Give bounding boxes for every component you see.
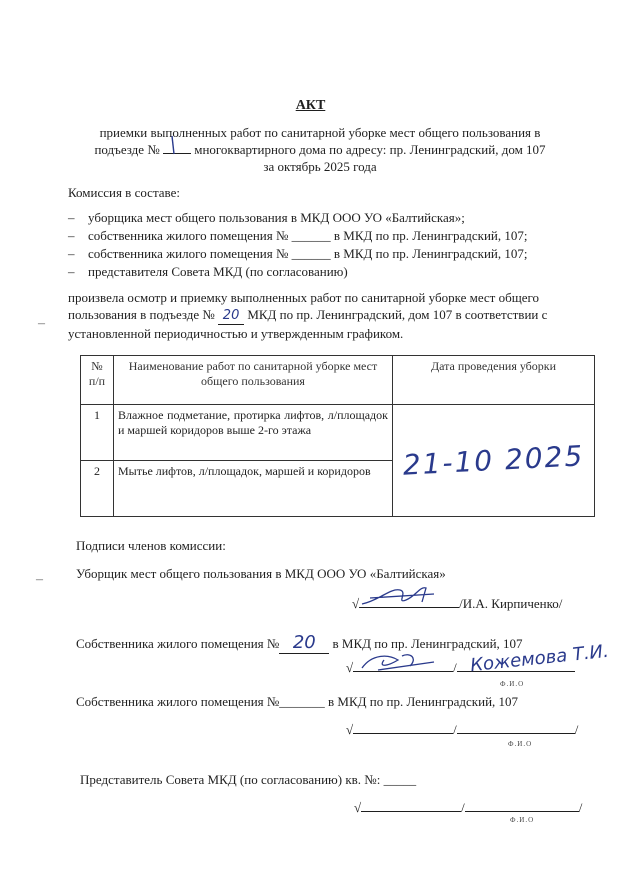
subtitle-line-3: за октябрь 2025 года [263,159,377,174]
signatures-heading: Подписи членов комиссии: [76,538,226,553]
subtitle-entrance-label: подъезде № [94,142,160,157]
commission-members-list [68,209,528,281]
table-row [81,405,595,461]
fio-label: Ф.И.О [510,816,535,824]
cleaner-signature [360,584,440,608]
works-table [80,355,595,517]
fio-label: Ф.И.О [508,740,533,748]
owner1-address: в МКД по пр. Ленинградский, 107 [332,636,523,651]
representative-signature-line: √ / / [354,800,583,815]
commission-label: Комиссия в составе: [68,185,180,200]
entrance-mark-handwritten [160,134,190,156]
cleaner-name: /И.А. Кирпиченко/ [459,596,563,611]
header-date: Дата проведения уборки [393,356,595,405]
owner1-apartment: 20 [279,632,329,654]
intro-text-pre: произвела осмотр и приемку выполненных работ по санитарной уборке мест общего пользования в подъезде № [68,290,540,322]
intro-paragraph [68,289,598,342]
row-work-name: Влажное подметание, протирка лифтов, л/площадок и маршей коридоров выше 2-го этажа [114,405,393,461]
owner2-address: в МКД по пр. Ленинградский, 107 [328,694,519,709]
row-num: 1 [81,405,114,461]
row-num: 2 [81,461,114,517]
member-item: – собственника жилого помещения № ______ в МКД по пр. Ленинградский, 107; [68,245,528,263]
header-num: № п/п [81,356,114,405]
row-work-name: Мытье лифтов, л/площадок, маршей и коридоров [114,461,393,517]
handwritten-date: 21-10 2025 [401,439,586,482]
member-item: – уборщика мест общего пользования в МКД ООО УО «Балтийская»; [68,209,528,227]
header-work-name: Наименование работ по санитарной уборке мест общего пользования [114,356,393,405]
owner1-name-handwritten: Кожемова Т.И. [469,640,610,677]
document-subtitle [60,124,580,175]
owner1-signature-line: √ / [346,660,575,676]
document-title: АКТ [295,98,326,113]
subtitle-line-2 [60,141,580,158]
subtitle-address: многоквартирного дома по адресу: пр. Ленинградский, дом 107 [194,142,546,157]
owner2-line [76,694,518,710]
member-item: – представителя Совета МКД (по согласованию) [68,263,528,281]
owner1-line [76,632,523,654]
fio-label: Ф.И.О [500,680,525,688]
cleaner-signature-line: √ /И.А. Кирпиченко/ [352,596,563,611]
owner2-signature-line: √ / / [346,722,579,737]
table-header-row [81,356,595,405]
cleaner-label: Уборщик мест общего пользования в МКД ООО УО «Балтийская» [76,566,446,581]
intro-entrance-number: 20 [218,307,244,325]
owner2-label: Собственника жилого помещения №_______ [76,694,325,709]
margin-dash: – [38,316,45,331]
intro-text-post: МКД по пр. Ленинградский, дом 107 в соответствии с установленной периодичностью и утвержденным графиком. [68,307,548,341]
owner1-signature [358,650,448,676]
member-item: – собственника жилого помещения № ______ в МКД по пр. Ленинградский, 107; [68,227,528,245]
date-cell [393,405,595,517]
representative-line: Представитель Совета МКД (по согласованию) кв. №: _____ [80,772,417,787]
owner1-label: Собственника жилого помещения № [76,636,280,651]
subtitle-line-1: приемки выполненных работ по санитарной уборке мест общего пользования в [99,125,541,140]
margin-dash: – [36,572,43,587]
